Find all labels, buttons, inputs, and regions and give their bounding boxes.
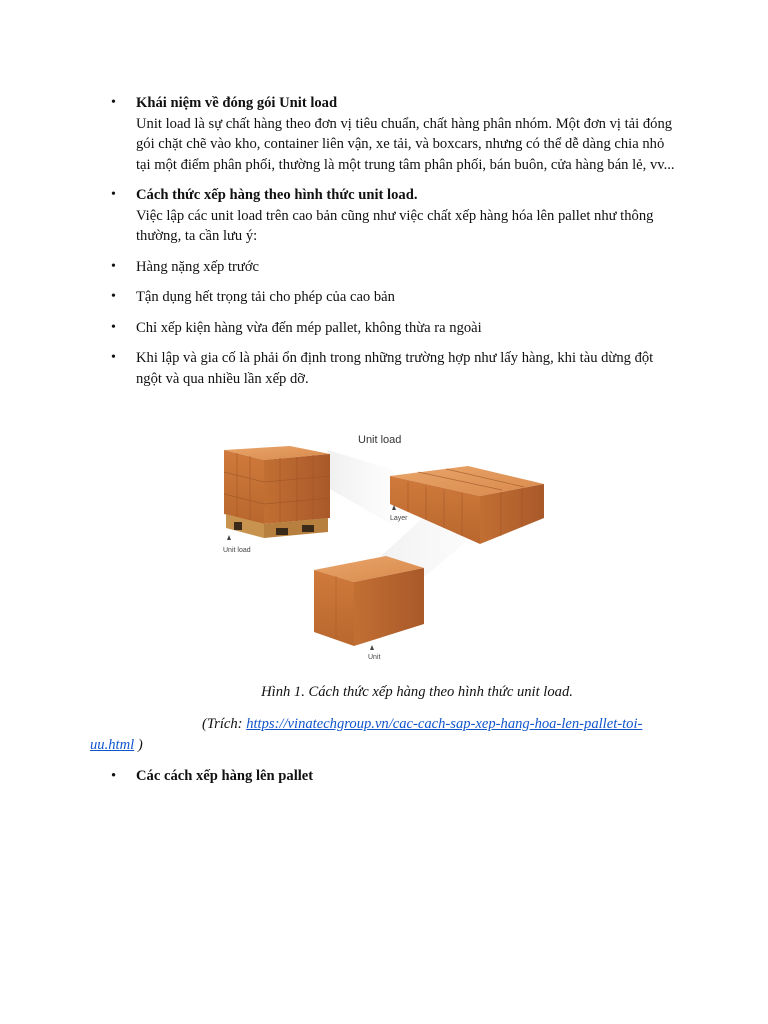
list-item <box>108 348 678 389</box>
source-link[interactable]: https://vinatechgroup.vn/cac-cach-sap-xep-hang-hoa-len-pallet-toi-uu.html <box>90 716 643 753</box>
pallet-stack <box>223 446 330 554</box>
list-item <box>108 257 678 278</box>
figure-caption: Hình 1. Cách thức xếp hàng theo hình thức unit load. <box>261 684 573 700</box>
list-item <box>108 318 678 339</box>
tip-text: Tận dụng hết trọng tải cho phép của cao bản <box>136 289 395 305</box>
list-item <box>108 766 678 787</box>
unit-load-diagram <box>218 428 550 664</box>
paragraph: Unit load là sự chất hàng theo đơn vị tiêu chuẩn, chất hàng phân nhóm. Một đơn vị tải đóng gói chặt chẽ vào kho, container liên vận, xe tải, và boxcars, nhưng có thể dễ dàng chia nhỏ tại một điểm phân phối, thường là một trung tâm phân phối, bán buôn, cửa hàng bán lẻ, vv... <box>136 115 675 173</box>
projection-beam <box>328 450 398 528</box>
source-suffix: ) <box>134 736 143 753</box>
tip-text: Khi lập và gia cố là phải ổn định trong những trường hợp như lấy hàng, khi tàu dừng đột ngột và qua nhiều lần xếp dỡ. <box>136 350 654 387</box>
list-item <box>108 93 678 175</box>
single-box <box>314 556 424 661</box>
source-citation <box>90 714 680 755</box>
tip-text: Chỉ xếp kiện hàng vừa đến mép pallet, không thừa ra ngoài <box>136 319 482 336</box>
paragraph: Việc lập các unit load trên cao bản cũng như việc chất xếp hàng hóa lên pallet như thông thường, ta cần lưu ý: <box>136 207 654 244</box>
section-heading: • Khái niệm về đóng gói Unit load <box>136 95 338 111</box>
unit-load-illustration <box>218 428 550 664</box>
tip-text: Hàng nặng xếp trước <box>136 258 260 275</box>
bullet-list <box>108 766 678 787</box>
label-unit-load: Unit load <box>223 547 251 554</box>
list-item <box>108 287 678 308</box>
section-heading: • Các cách xếp hàng lên pallet <box>136 768 314 784</box>
source-prefix: (Trích: <box>202 716 247 732</box>
figure-title: Unit load <box>358 434 402 446</box>
section-heading: • Cách thức xếp hàng theo hình thức unit load. <box>136 187 418 203</box>
label-unit: Unit <box>368 654 381 661</box>
list-item <box>108 185 678 247</box>
bullet-list <box>108 93 678 399</box>
label-layer: Layer <box>390 515 408 522</box>
